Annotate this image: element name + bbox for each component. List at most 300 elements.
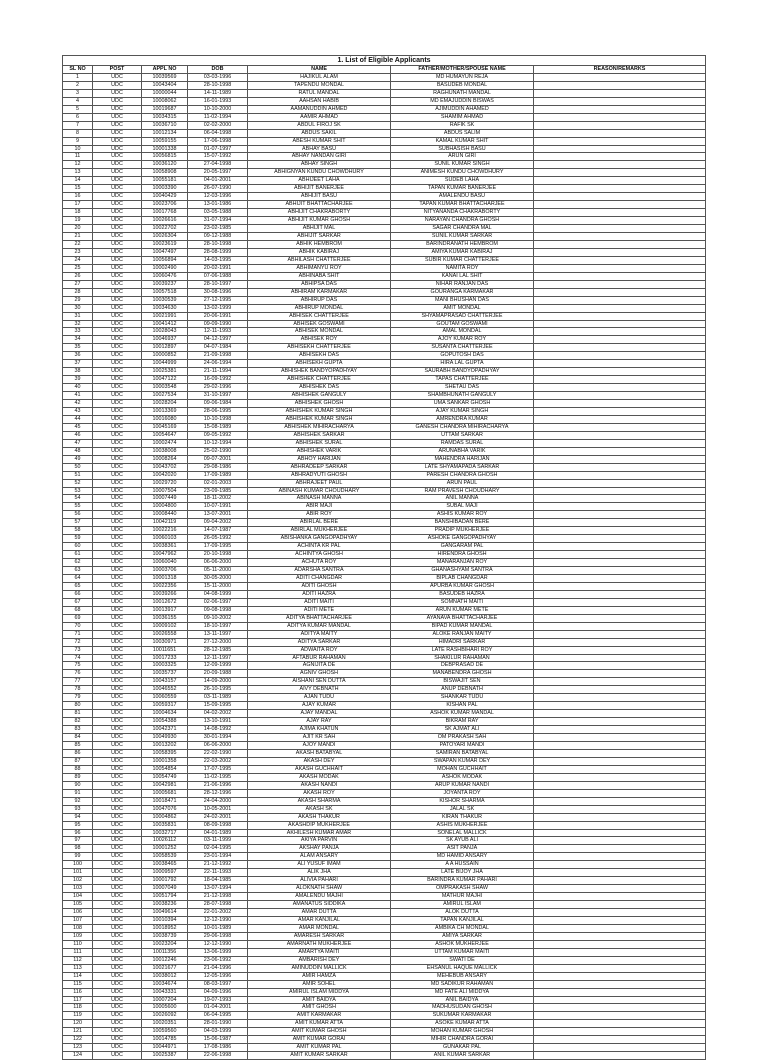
cell-guardian-name: SUNIL KUMAR SARKAR: [391, 233, 534, 241]
cell-guardian-name: NITYANANDA CHAKRABORTY: [391, 209, 534, 217]
cell-reason-remarks: [534, 654, 706, 662]
cell-reason-remarks: [534, 233, 706, 241]
cell-sl-no: 46: [63, 431, 93, 439]
cell-sl-no: 49: [63, 455, 93, 463]
cell-post: UDC: [93, 209, 142, 217]
cell-name: AKASH SHARMA: [248, 797, 391, 805]
cell-dob: 13-07-2001: [188, 511, 248, 519]
cell-guardian-name: ARUNABHA VARIK: [391, 447, 534, 455]
cell-dob: 29-08-1986: [188, 463, 248, 471]
cell-guardian-name: ANIL KUMAR SARKAR: [391, 1052, 534, 1060]
cell-name: ADITYA BHATTACHARJEE: [248, 614, 391, 622]
cell-post: UDC: [93, 686, 142, 694]
cell-reason-remarks: [534, 582, 706, 590]
cell-post: UDC: [93, 256, 142, 264]
cell-dob: 10-05-2001: [188, 805, 248, 813]
cell-name: AKASH SK: [248, 805, 391, 813]
cell-appl-no: 10051794: [142, 893, 188, 901]
table-row: [63, 415, 706, 423]
cell-dob: 04-09-1996: [188, 988, 248, 996]
cell-appl-no: 10023619: [142, 240, 188, 248]
cell-dob: 15-09-1995: [188, 702, 248, 710]
table-row: [63, 893, 706, 901]
cell-dob: 12-03-1996: [188, 193, 248, 201]
cell-appl-no: 10026616: [142, 217, 188, 225]
cell-guardian-name: MANI BHUSHAN DAS: [391, 296, 534, 304]
cell-name: ABHIGNYAN KUNDU CHOWDHURY: [248, 169, 391, 177]
cell-appl-no: 10021991: [142, 312, 188, 320]
cell-sl-no: 77: [63, 678, 93, 686]
cell-appl-no: 10056894: [142, 256, 188, 264]
cell-name: AFTABUR RAHAMAN: [248, 654, 391, 662]
cell-guardian-name: BANSHIBADAN BERE: [391, 519, 534, 527]
cell-guardian-name: SUKUMAR KARMAKAR: [391, 1012, 534, 1020]
cell-appl-no: 10029720: [142, 479, 188, 487]
cell-dob: 13-10-1991: [188, 718, 248, 726]
cell-name: ALOKNATH SHAW: [248, 885, 391, 893]
cell-guardian-name: UTTAM KUMAR MAITI: [391, 948, 534, 956]
cell-dob: 06-06-2000: [188, 742, 248, 750]
cell-dob: 28-12-1996: [188, 789, 248, 797]
cell-guardian-name: MANARANJAN ROY: [391, 559, 534, 567]
cell-appl-no: 10043157: [142, 678, 188, 686]
cell-post: UDC: [93, 527, 142, 535]
cell-post: UDC: [93, 376, 142, 384]
cell-reason-remarks: [534, 805, 706, 813]
table-row: [63, 336, 706, 344]
table-row: [63, 280, 706, 288]
cell-name: ADITYA KUMAR MANDAL: [248, 622, 391, 630]
cell-guardian-name: ASHIS KUMAR ROY: [391, 511, 534, 519]
cell-sl-no: 47: [63, 439, 93, 447]
cell-dob: 30-01-1994: [188, 734, 248, 742]
cell-appl-no: 10023706: [142, 201, 188, 209]
cell-dob: 09-07-2001: [188, 455, 248, 463]
cell-reason-remarks: [534, 773, 706, 781]
cell-sl-no: 108: [63, 924, 93, 932]
cell-guardian-name: ASHIS MUKHERJEE: [391, 821, 534, 829]
table-row: [63, 964, 706, 972]
cell-reason-remarks: [534, 861, 706, 869]
table-row: [63, 726, 706, 734]
cell-sl-no: 63: [63, 567, 93, 575]
cell-guardian-name: RAFIK SK: [391, 121, 534, 129]
cell-appl-no: 10049614: [142, 909, 188, 917]
cell-guardian-name: TAPAN KUMAR BHATTACHARJEE: [391, 201, 534, 209]
cell-dob: 17-07-1995: [188, 765, 248, 773]
cell-dob: 12-12-1990: [188, 916, 248, 924]
cell-sl-no: 27: [63, 280, 93, 288]
cell-dob: 03-11-1989: [188, 694, 248, 702]
cell-reason-remarks: [534, 264, 706, 272]
cell-appl-no: 10012246: [142, 956, 188, 964]
cell-sl-no: 121: [63, 1028, 93, 1036]
cell-post: UDC: [93, 757, 142, 765]
cell-appl-no: 10038008: [142, 447, 188, 455]
table-row: [63, 630, 706, 638]
cell-appl-no: 10034674: [142, 980, 188, 988]
cell-post: UDC: [93, 853, 142, 861]
cell-reason-remarks: [534, 932, 706, 940]
cell-name: ABHIK HEMBROM: [248, 240, 391, 248]
cell-name: ABHISEKH CHATTERJEE: [248, 344, 391, 352]
cell-dob: 05-11-2000: [188, 567, 248, 575]
cell-appl-no: 10034315: [142, 113, 188, 121]
cell-sl-no: 43: [63, 407, 93, 415]
cell-post: UDC: [93, 415, 142, 423]
table-row: [63, 559, 706, 567]
header-guardian-name: FATHER/MOTHER/SPOUSE NAME: [391, 66, 534, 74]
cell-sl-no: 66: [63, 590, 93, 598]
table-row: [63, 924, 706, 932]
cell-name: ABHISHEK SURAL: [248, 439, 391, 447]
cell-sl-no: 25: [63, 264, 93, 272]
cell-name: ADITI METE: [248, 606, 391, 614]
cell-reason-remarks: [534, 948, 706, 956]
table-row: [63, 757, 706, 765]
cell-appl-no: 10047076: [142, 805, 188, 813]
cell-dob: 10-07-1991: [188, 503, 248, 511]
cell-post: UDC: [93, 511, 142, 519]
cell-sl-no: 56: [63, 511, 93, 519]
cell-appl-no: 10025381: [142, 368, 188, 376]
cell-name: AMIT KUMAR GORAI: [248, 1036, 391, 1044]
cell-reason-remarks: [534, 988, 706, 996]
cell-sl-no: 110: [63, 940, 93, 948]
cell-reason-remarks: [534, 169, 706, 177]
cell-name: ABHISEK ROY: [248, 336, 391, 344]
cell-appl-no: 10023204: [142, 940, 188, 948]
cell-guardian-name: GHANASHYAM SANTRA: [391, 567, 534, 575]
table-row: [63, 431, 706, 439]
cell-dob: 23-02-1985: [188, 225, 248, 233]
cell-reason-remarks: [534, 797, 706, 805]
cell-sl-no: 14: [63, 177, 93, 185]
cell-reason-remarks: [534, 392, 706, 400]
table-row: [63, 734, 706, 742]
cell-dob: 20-10-1998: [188, 551, 248, 559]
cell-dob: 24-02-2001: [188, 813, 248, 821]
cell-dob: 18-10-1997: [188, 622, 248, 630]
cell-sl-no: 48: [63, 447, 93, 455]
header-dob: DOB: [188, 66, 248, 74]
cell-dob: 27-12-2000: [188, 638, 248, 646]
cell-name: AMIT KARMAKAR: [248, 1012, 391, 1020]
cell-dob: 20-06-1991: [188, 312, 248, 320]
cell-dob: 02-04-1995: [188, 845, 248, 853]
cell-reason-remarks: [534, 400, 706, 408]
cell-guardian-name: PARESH CHANDRA GHOSH: [391, 471, 534, 479]
cell-sl-no: 40: [63, 384, 93, 392]
cell-reason-remarks: [534, 718, 706, 726]
table-row: [63, 344, 706, 352]
cell-guardian-name: MEHEBUB ANSARY: [391, 972, 534, 980]
cell-post: UDC: [93, 320, 142, 328]
cell-guardian-name: ASHOKE GANGOPADHYAY: [391, 535, 534, 543]
table-row: [63, 328, 706, 336]
cell-post: UDC: [93, 1052, 142, 1060]
cell-sl-no: 111: [63, 948, 93, 956]
cell-dob: 03-03-1996: [188, 73, 248, 81]
cell-name: AJIT KR SAH: [248, 734, 391, 742]
cell-guardian-name: LATE SHYAMAPADA SARKAR: [391, 463, 534, 471]
cell-sl-no: 68: [63, 606, 93, 614]
cell-appl-no: 10060103: [142, 535, 188, 543]
cell-post: UDC: [93, 742, 142, 750]
cell-sl-no: 29: [63, 296, 93, 304]
cell-post: UDC: [93, 312, 142, 320]
cell-reason-remarks: [534, 614, 706, 622]
cell-reason-remarks: [534, 694, 706, 702]
cell-sl-no: 100: [63, 861, 93, 869]
cell-sl-no: 2: [63, 81, 93, 89]
cell-reason-remarks: [534, 757, 706, 765]
cell-guardian-name: TAPAN KUMAR BANERJEE: [391, 185, 534, 193]
cell-appl-no: 10040429: [142, 193, 188, 201]
cell-appl-no: 10012897: [142, 344, 188, 352]
cell-name: AJIMA KHATUN: [248, 726, 391, 734]
cell-reason-remarks: [534, 622, 706, 630]
table-row: [63, 829, 706, 837]
cell-sl-no: 74: [63, 654, 93, 662]
cell-dob: 13-07-1994: [188, 885, 248, 893]
cell-guardian-name: BASUDEB MONDAL: [391, 81, 534, 89]
cell-guardian-name: SUDEB LAHA: [391, 177, 534, 185]
cell-appl-no: 10038361: [142, 543, 188, 551]
cell-appl-no: 10043331: [142, 988, 188, 996]
cell-post: UDC: [93, 670, 142, 678]
table-row: [63, 861, 706, 869]
cell-guardian-name: SK AJMAT ALI: [391, 726, 534, 734]
cell-sl-no: 96: [63, 829, 93, 837]
table-row: [63, 288, 706, 296]
cell-sl-no: 36: [63, 352, 93, 360]
cell-post: UDC: [93, 606, 142, 614]
cell-guardian-name: BARINDRA KUMAR PAHARI: [391, 877, 534, 885]
cell-sl-no: 52: [63, 479, 93, 487]
cell-name: ABHIJIT MAL: [248, 225, 391, 233]
table-row: [63, 940, 706, 948]
cell-reason-remarks: [534, 702, 706, 710]
table-row: [63, 209, 706, 217]
cell-reason-remarks: [534, 956, 706, 964]
cell-post: UDC: [93, 423, 142, 431]
cell-dob: 22-03-2002: [188, 757, 248, 765]
cell-guardian-name: GANGARAM PAL: [391, 543, 534, 551]
cell-appl-no: 10054749: [142, 773, 188, 781]
cell-guardian-name: SUBIR KUMAR CHATTERJEE: [391, 256, 534, 264]
cell-guardian-name: ASHOK MUKHERJEE: [391, 940, 534, 948]
cell-sl-no: 35: [63, 344, 93, 352]
table-row: [63, 81, 706, 89]
cell-appl-no: 10044971: [142, 1044, 188, 1052]
cell-guardian-name: LATE BIJOY JHA: [391, 869, 534, 877]
cell-reason-remarks: [534, 686, 706, 694]
cell-dob: 19-07-1993: [188, 996, 248, 1004]
cell-name: AKASH BATABYAL: [248, 749, 391, 757]
cell-reason-remarks: [534, 845, 706, 853]
cell-appl-no: 10026558: [142, 630, 188, 638]
cell-dob: 31-10-1997: [188, 392, 248, 400]
cell-dob: 12-11-1993: [188, 328, 248, 336]
cell-sl-no: 15: [63, 185, 93, 193]
cell-sl-no: 91: [63, 789, 93, 797]
cell-post: UDC: [93, 980, 142, 988]
cell-reason-remarks: [534, 1028, 706, 1036]
table-row: [63, 1012, 706, 1020]
cell-appl-no: 10011651: [142, 646, 188, 654]
table-row: [63, 694, 706, 702]
cell-name: ABHISHEK MIHIRACHARYA: [248, 423, 391, 431]
cell-appl-no: 10042119: [142, 519, 188, 527]
cell-dob: 04-01-2001: [188, 177, 248, 185]
table-row: [63, 845, 706, 853]
cell-dob: 21-06-1996: [188, 781, 248, 789]
cell-name: ABHIJIT SARKAR: [248, 233, 391, 241]
cell-guardian-name: KANAI LAL SHIT: [391, 272, 534, 280]
cell-reason-remarks: [534, 535, 706, 543]
cell-name: AJOY MANDI: [248, 742, 391, 750]
table-row: [63, 598, 706, 606]
cell-guardian-name: AMALENDU BASU: [391, 193, 534, 201]
cell-name: AJAY KUMAR: [248, 702, 391, 710]
cell-post: UDC: [93, 702, 142, 710]
cell-post: UDC: [93, 463, 142, 471]
cell-post: UDC: [93, 137, 142, 145]
cell-appl-no: 10042371: [142, 726, 188, 734]
cell-name: ALI YUSUF IMAM: [248, 861, 391, 869]
cell-reason-remarks: [534, 670, 706, 678]
cell-post: UDC: [93, 81, 142, 89]
cell-name: AAMIR AHMAD: [248, 113, 391, 121]
cell-reason-remarks: [534, 598, 706, 606]
cell-sl-no: 9: [63, 137, 93, 145]
cell-post: UDC: [93, 503, 142, 511]
table-row: [63, 956, 706, 964]
cell-guardian-name: NARAYAN CHANDRA GHOSH: [391, 217, 534, 225]
table-row: [63, 662, 706, 670]
header-appl-no: APPL NO: [142, 66, 188, 74]
cell-appl-no: 10005681: [142, 789, 188, 797]
cell-sl-no: 80: [63, 702, 93, 710]
cell-appl-no: 10004800: [142, 503, 188, 511]
cell-appl-no: 10060040: [142, 559, 188, 567]
cell-sl-no: 17: [63, 201, 93, 209]
cell-guardian-name: HIRENDRA GHOSH: [391, 551, 534, 559]
cell-appl-no: 10032717: [142, 829, 188, 837]
cell-sl-no: 120: [63, 1020, 93, 1028]
table-row: [63, 527, 706, 535]
cell-guardian-name: APURBA KUMAR GHOSH: [391, 582, 534, 590]
table-row: [63, 463, 706, 471]
cell-appl-no: 10018952: [142, 924, 188, 932]
cell-post: UDC: [93, 654, 142, 662]
cell-name: AISHANI SEN DUTTA: [248, 678, 391, 686]
cell-name: AAHSAN HABIB: [248, 97, 391, 105]
cell-dob: 10-10-1998: [188, 415, 248, 423]
cell-appl-no: 10044999: [142, 360, 188, 368]
cell-appl-no: 10001318: [142, 575, 188, 583]
cell-sl-no: 102: [63, 877, 93, 885]
cell-reason-remarks: [534, 240, 706, 248]
cell-guardian-name: LATE RASHBIHARI ROY: [391, 646, 534, 654]
cell-dob: 14-07-1987: [188, 527, 248, 535]
cell-sl-no: 5: [63, 105, 93, 113]
table-row: [63, 813, 706, 821]
table-row: [63, 233, 706, 241]
cell-dob: 28-10-1997: [188, 280, 248, 288]
cell-dob: 23-01-1994: [188, 853, 248, 861]
cell-appl-no: 10046552: [142, 686, 188, 694]
cell-name: ABHISEK MONDAL: [248, 328, 391, 336]
cell-post: UDC: [93, 598, 142, 606]
cell-name: ABIRLAL MUKHERJEE: [248, 527, 391, 535]
cell-sl-no: 53: [63, 487, 93, 495]
cell-post: UDC: [93, 940, 142, 948]
cell-guardian-name: MOHAN GUCHHAIT: [391, 765, 534, 773]
table-row: [63, 487, 706, 495]
cell-sl-no: 105: [63, 901, 93, 909]
cell-name: AMIT KUMAR SARKAR: [248, 1052, 391, 1060]
cell-guardian-name: NAMITA ROY: [391, 264, 534, 272]
cell-dob: 29-02-1996: [188, 384, 248, 392]
table-row: [63, 567, 706, 575]
cell-reason-remarks: [534, 177, 706, 185]
cell-name: AKHILESH KUMAR AMAR: [248, 829, 391, 837]
cell-name: ADITI CHANGDAR: [248, 575, 391, 583]
cell-sl-no: 26: [63, 272, 93, 280]
cell-dob: 16-01-1993: [188, 97, 248, 105]
table-row: [63, 606, 706, 614]
cell-reason-remarks: [534, 567, 706, 575]
cell-post: UDC: [93, 829, 142, 837]
table-row: [63, 471, 706, 479]
cell-appl-no: 10007504: [142, 487, 188, 495]
cell-reason-remarks: [534, 765, 706, 773]
table-row: [63, 264, 706, 272]
cell-post: UDC: [93, 551, 142, 559]
cell-dob: 21-09-1998: [188, 352, 248, 360]
cell-reason-remarks: [534, 479, 706, 487]
cell-sl-no: 65: [63, 582, 93, 590]
table-row: [63, 217, 706, 225]
cell-sl-no: 78: [63, 686, 93, 694]
table-row: [63, 932, 706, 940]
cell-dob: 28-01-1990: [188, 1020, 248, 1028]
cell-name: ADWAITA ROY: [248, 646, 391, 654]
cell-appl-no: 10017768: [142, 209, 188, 217]
cell-post: UDC: [93, 582, 142, 590]
cell-post: UDC: [93, 813, 142, 821]
cell-dob: 10-01-1989: [188, 924, 248, 932]
cell-name: AMIRUL ISLAM MIDDYA: [248, 988, 391, 996]
cell-guardian-name: ANIMESH KUNDU CHOWDHURY: [391, 169, 534, 177]
cell-name: ALIK JHA: [248, 869, 391, 877]
table-row: [63, 129, 706, 137]
cell-guardian-name: UMA SANKAR GHOSH: [391, 400, 534, 408]
eligible-applicants-table: [62, 55, 706, 1060]
cell-appl-no: 10007449: [142, 495, 188, 503]
cell-post: UDC: [93, 447, 142, 455]
cell-appl-no: 10003390: [142, 185, 188, 193]
cell-name: TAPENDU MONDAL: [248, 81, 391, 89]
cell-guardian-name: SOMNATH MAITI: [391, 598, 534, 606]
table-row: [63, 948, 706, 956]
cell-name: ABHAY SINGH: [248, 161, 391, 169]
cell-appl-no: 10000044: [142, 89, 188, 97]
cell-dob: 26-10-1995: [188, 686, 248, 694]
cell-name: AMAR MONDAL: [248, 924, 391, 932]
